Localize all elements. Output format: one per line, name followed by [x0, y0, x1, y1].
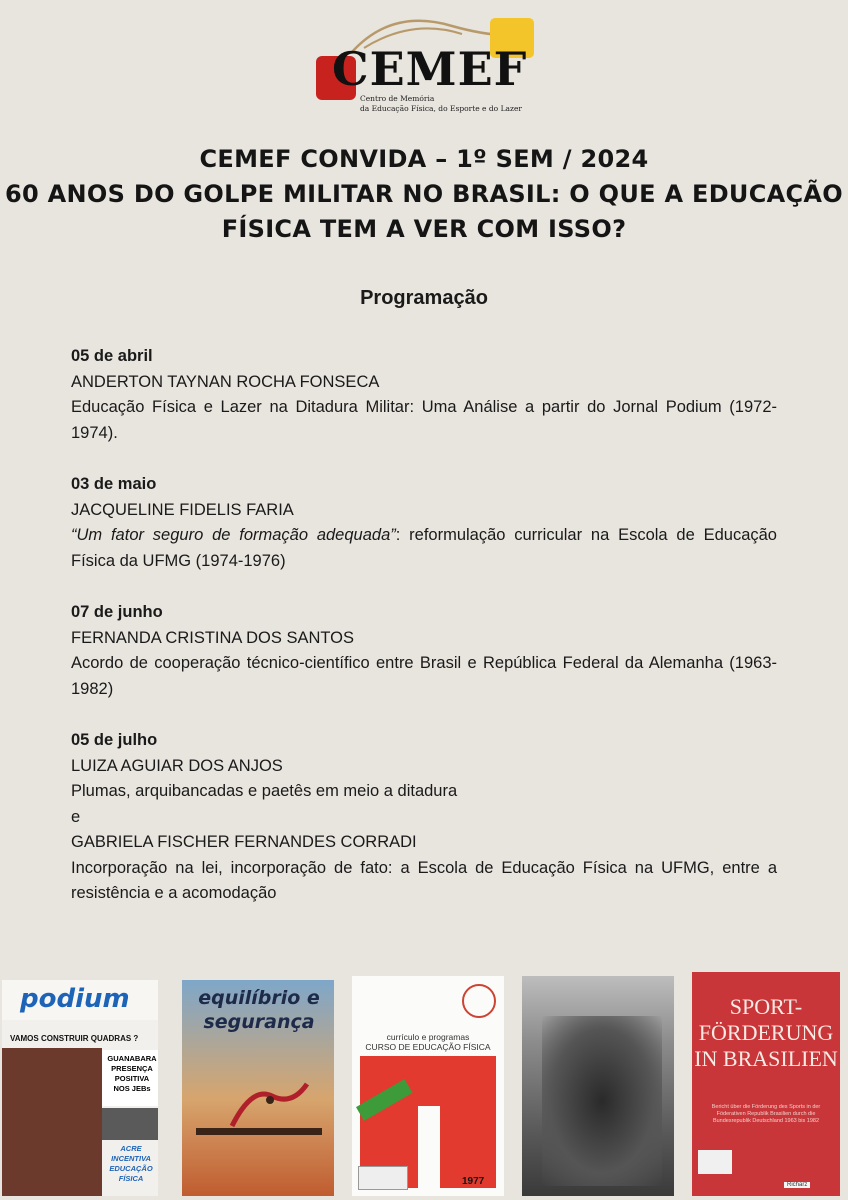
program-event	[71, 344, 777, 446]
cover-podium	[2, 980, 158, 1196]
title-line3: FÍSICA TEM A VER COM ISSO?	[221, 215, 627, 243]
event-speaker: JACQUELINE FIDELIS FARIA	[71, 500, 294, 519]
event-title-quote: “Um fator seguro de formação adequada”	[71, 526, 396, 544]
event-speaker: LUIZA AGUIAR DOS ANJOS	[71, 756, 283, 775]
event-title: Plumas, arquibancadas e paetês em meio a ditadura	[71, 782, 458, 800]
curriculo-year: 1977	[462, 1176, 485, 1187]
curriculo-emblem	[462, 984, 496, 1018]
library-sticker	[358, 1166, 408, 1190]
program-event	[71, 728, 777, 907]
title-line2: 60 ANOS DO GOLPE MILITAR NO BRASIL: O QUE A EDUCAÇÃO	[5, 180, 843, 208]
podium-side-text: ACRE INCENTIVA EDUCAÇÃO FÍSICA	[109, 1144, 153, 1183]
sportforderung-subtitle: Bericht über die Förderung des Sports in der Föderativen Republik Brasilien durch die Bundesrepublik Deutschland 1963 bis 1982	[711, 1104, 821, 1124]
logo-wordmark: CEMEF	[332, 42, 528, 96]
event-date: 07 de junho	[71, 603, 163, 621]
podium-box-text: GUANABARA PRESENÇA POSITIVA NOS JEBs	[107, 1054, 157, 1093]
balance-beam	[196, 1128, 322, 1135]
logo-subtitle-line1: Centro de Memória	[360, 94, 435, 103]
cemef-logo	[312, 12, 542, 113]
event-speaker: FERNANDA CRISTINA DOS SANTOS	[71, 628, 354, 647]
program-event	[71, 600, 777, 702]
library-sticker	[698, 1150, 732, 1174]
event-date: 05 de abril	[71, 347, 153, 365]
curriculo-line1: currículo e programas	[386, 1032, 470, 1042]
event-title-rest: : reformulação curricular na Escola de Educação Física da UFMG (1974-1976)	[71, 526, 777, 570]
podium-headline: VAMOS CONSTRUIR QUADRAS ?	[10, 1034, 139, 1043]
event-title-2: Incorporação na lei, incorporação de fato: a Escola de Educação Física na UFMG, entre a resistência e a acomodação	[71, 858, 777, 902]
equilibrio-title: equilíbrio e segurança	[198, 987, 320, 1033]
title-line1: CEMEF CONVIDA – 1º SEM / 2024	[199, 145, 649, 173]
event-date: 03 de maio	[71, 475, 157, 493]
program-event	[71, 472, 777, 574]
cover-sportforderung	[692, 972, 840, 1196]
curriculo-white-bar	[418, 1106, 440, 1188]
event-title: Educação Física e Lazer na Ditadura Militar: Uma Análise a partir do Jornal Podium (1972-1974).	[71, 398, 777, 442]
logo-subtitle-line2: da Educação Física, do Esporte e do Lazer	[360, 104, 523, 113]
page-title	[0, 142, 848, 247]
crowd-photo	[542, 1016, 662, 1186]
sportforderung-title: SPORT-FÖRDERUNG IN BRASILIEN	[694, 994, 838, 1071]
event-title: Acordo de cooperação técnico-científico entre Brasil e República Federal da Alemanha (1963-1982)	[71, 654, 777, 698]
event-speaker-2: GABRIELA FISCHER FERNANDES CORRADI	[71, 833, 417, 851]
event-connector: e	[71, 807, 81, 826]
gymnast-figure	[222, 1076, 312, 1128]
cover-historic-photo	[522, 976, 674, 1196]
event-date: 05 de julho	[71, 731, 158, 749]
logo-subtitle	[360, 94, 522, 114]
cover-gallery	[0, 972, 848, 1200]
event-title	[71, 523, 777, 574]
program-list	[71, 344, 777, 933]
cover-curriculo	[352, 976, 504, 1196]
event-speaker: ANDERTON TAYNAN ROCHA FONSECA	[71, 372, 380, 391]
cover-equilibrio	[182, 980, 334, 1196]
program-heading: Programação	[360, 287, 488, 309]
sportforderung-publisher: Richarz	[784, 1182, 810, 1188]
podium-small-photo	[102, 1108, 158, 1140]
curriculo-line2: CURSO DE EDUCAÇÃO FÍSICA	[365, 1042, 491, 1052]
podium-masthead: podium	[20, 984, 130, 1014]
podium-basketball-photo	[2, 1048, 102, 1196]
